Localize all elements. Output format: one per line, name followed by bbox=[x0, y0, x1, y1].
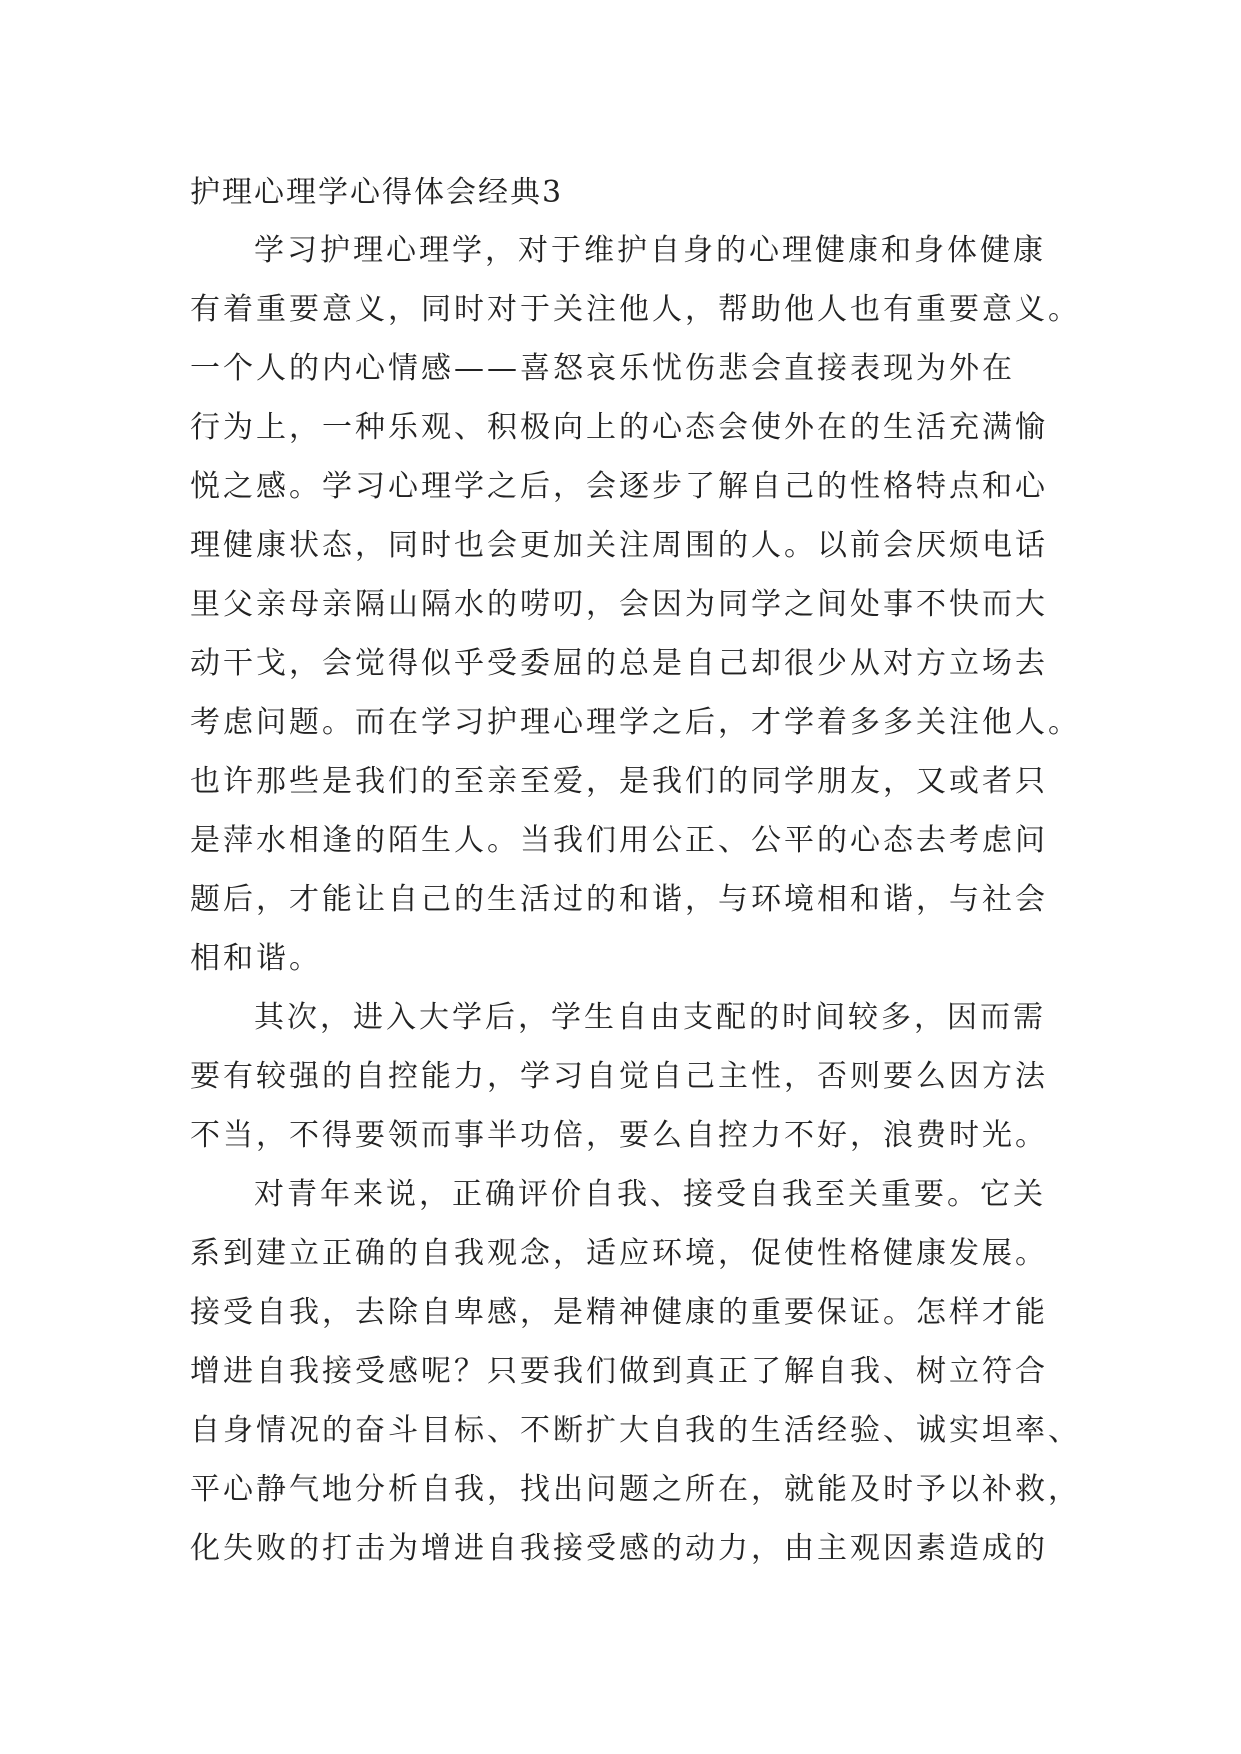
paragraph-line: 题后，才能让自己的生活过的和谐，与环境相和谐，与社会 bbox=[190, 882, 1048, 917]
paragraph-line: 对青年来说，正确评价自我、接受自我至关重要。它关 bbox=[254, 1177, 1046, 1212]
paragraph-line: 行为上，一种乐观、积极向上的心态会使外在的生活充满愉 bbox=[190, 410, 1048, 445]
paragraph-line: 学习护理心理学，对于维护自身的心理健康和身体健康 bbox=[254, 233, 1046, 268]
paragraph-line: 要有较强的自控能力，学习自觉自己主性，否则要么因方法 bbox=[190, 1059, 1048, 1094]
paragraph-line: 理健康状态，同时也会更加关注周围的人。以前会厌烦电话 bbox=[190, 528, 1048, 563]
paragraph-line: 系到建立正确的自我观念，适应环境，促使性格健康发展。 bbox=[190, 1236, 1048, 1271]
paragraph-line: 是萍水相逢的陌生人。当我们用公正、公平的心态去考虑问 bbox=[190, 823, 1048, 858]
document-body bbox=[190, 165, 1081, 1578]
paragraph-line: 自身情况的奋斗目标、不断扩大自我的生活经验、诚实坦率、 bbox=[190, 1413, 1081, 1448]
paragraph-line: 有着重要意义，同时对于关注他人，帮助他人也有重要意义。 bbox=[190, 292, 1081, 327]
paragraph-line: 动干戈，会觉得似乎受委屈的总是自己却很少从对方立场去 bbox=[190, 646, 1048, 681]
paragraph-line: 接受自我，去除自卑感，是精神健康的重要保证。怎样才能 bbox=[190, 1295, 1048, 1330]
paragraph-line: 也许那些是我们的至亲至爱，是我们的同学朋友，又或者只 bbox=[190, 764, 1048, 799]
paragraph-line: 悦之感。学习心理学之后，会逐步了解自己的性格特点和心 bbox=[190, 469, 1048, 504]
paragraph-line: 平心静气地分析自我，找出问题之所在，就能及时予以补救， bbox=[190, 1472, 1081, 1507]
paragraph-line: 里父亲母亲隔山隔水的唠叨，会因为同学之间处事不快而大 bbox=[190, 587, 1048, 622]
paragraph-1 bbox=[190, 221, 1081, 988]
paragraph-line: 不当，不得要领而事半功倍，要么自控力不好，浪费时光。 bbox=[190, 1118, 1048, 1153]
paragraph-2 bbox=[190, 988, 1070, 1165]
document-title: 护理心理学心得体会经典3 bbox=[190, 175, 564, 210]
paragraph-line: 一个人的内心情感——喜怒哀乐忧伤悲会直接表现为外在 bbox=[190, 351, 1015, 386]
paragraph-line: 其次，进入大学后，学生自由支配的时间较多，因而需 bbox=[254, 1000, 1046, 1035]
paragraph-line: 相和谐。 bbox=[190, 941, 322, 976]
paragraph-line: 化失败的打击为增进自我接受感的动力，由主观因素造成的 bbox=[190, 1531, 1048, 1566]
paragraph-3 bbox=[190, 1165, 1081, 1578]
paragraph-line: 增进自我接受感呢？只要我们做到真正了解自我、树立符合 bbox=[190, 1354, 1048, 1389]
paragraph-line: 考虑问题。而在学习护理心理学之后，才学着多多关注他人。 bbox=[190, 705, 1081, 740]
